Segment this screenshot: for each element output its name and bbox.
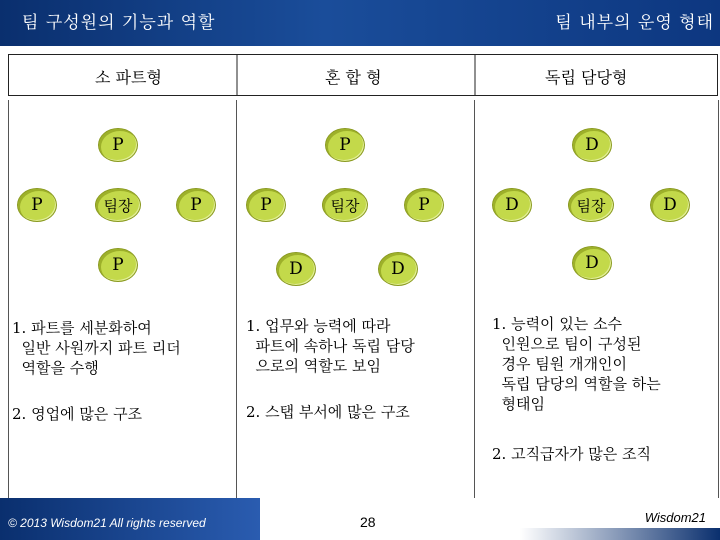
column-divider bbox=[474, 100, 475, 498]
column-divider bbox=[718, 100, 719, 498]
brand-logo: Wisdom21 bbox=[644, 510, 706, 525]
col2-note-2: 2. 스탭 부서에 많은 구조 bbox=[246, 403, 410, 421]
node-p: P bbox=[98, 128, 138, 162]
node-d: D bbox=[572, 246, 612, 280]
column-divider bbox=[8, 100, 9, 498]
col1-title: 소 파트형 bbox=[95, 68, 162, 87]
node-d: D bbox=[650, 188, 690, 222]
node-leader: 팀장 bbox=[322, 188, 368, 222]
col1-note-1: 1. 파트를 세분화하여 일반 사원까지 파트 리더 역할을 수행 bbox=[12, 319, 181, 377]
node-d: D bbox=[572, 128, 612, 162]
node-p: P bbox=[17, 188, 57, 222]
col3-note-1: 1. 능력이 있는 소수 인원으로 팀이 구성된 경우 팀원 개개인이 독립 담당의 역할을 하는 형태임 bbox=[492, 315, 661, 413]
node-p: P bbox=[176, 188, 216, 222]
node-p: P bbox=[404, 188, 444, 222]
title-bar bbox=[0, 0, 720, 46]
col2-note-1: 1. 업무와 능력에 따라 파트에 속하나 독립 담당 으로의 역할도 보임 bbox=[246, 317, 415, 375]
slide-subtitle: 팀 내부의 운영 형태 bbox=[555, 13, 714, 33]
slide-title: 팀 구성원의 기능과 역할 bbox=[22, 13, 216, 33]
node-p: P bbox=[98, 248, 138, 282]
footer bbox=[0, 498, 720, 540]
node-d: D bbox=[276, 252, 316, 286]
page-number: 28 bbox=[360, 514, 376, 530]
node-p: P bbox=[246, 188, 286, 222]
node-p: P bbox=[325, 128, 365, 162]
node-d: D bbox=[492, 188, 532, 222]
col3-title: 독립 담당형 bbox=[545, 68, 628, 87]
footer-bar-right bbox=[520, 528, 720, 540]
node-leader: 팀장 bbox=[568, 188, 614, 222]
column-divider bbox=[236, 100, 237, 498]
node-d: D bbox=[378, 252, 418, 286]
col2-title: 혼 합 형 bbox=[325, 68, 382, 87]
col1-note-2: 2. 영업에 많은 구조 bbox=[12, 405, 143, 423]
col3-note-2: 2. 고직급자가 많은 조직 bbox=[492, 445, 652, 463]
node-leader: 팀장 bbox=[95, 188, 141, 222]
copyright-text: © 2013 Wisdom21 All rights reserved bbox=[8, 516, 206, 530]
